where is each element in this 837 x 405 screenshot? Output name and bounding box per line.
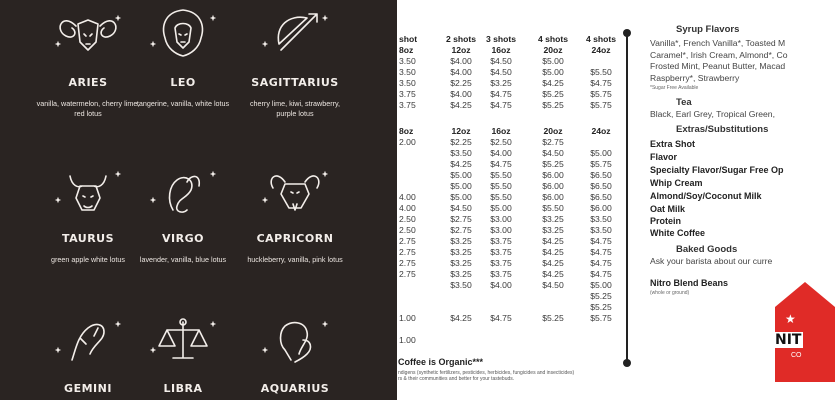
divider-dot-top <box>623 29 631 37</box>
zodiac-name: TAURUS <box>61 232 115 245</box>
column-header: 4 shots <box>537 34 569 44</box>
price-cell: $5.50 <box>490 170 512 180</box>
syrup-note: *Sugar Free Available <box>650 85 699 91</box>
price-cell: $4.75 <box>590 78 612 88</box>
zodiac-name: VIRGO <box>162 232 204 245</box>
price-cell: $5.00 <box>450 192 472 202</box>
price-cell: $4.75 <box>490 159 512 169</box>
zodiac-flavors: green apple white lotus <box>51 255 125 264</box>
extra-item: Specialty Flavor/Sugar Free Op <box>650 165 784 175</box>
price-cell: $3.75 <box>490 236 512 246</box>
extra-item: Almond/Soy/Coconut Milk <box>650 191 762 201</box>
price-cell <box>477 291 525 302</box>
tea-line: Black, Earl Grey, Tropical Green, <box>650 109 775 119</box>
price-cell: $3.50 <box>590 214 612 224</box>
price-cell: $4.00 <box>450 89 472 99</box>
tea-title: Tea <box>676 97 692 108</box>
price-cell: 1.00 <box>399 335 416 345</box>
zodiac-name: SAGITTARIUS <box>251 76 339 89</box>
zodiac-aquarius <box>229 310 361 405</box>
price-cell: $6.00 <box>590 203 612 213</box>
price-cell: $5.75 <box>590 313 612 323</box>
price-cell: $5.00 <box>590 280 612 290</box>
price-cell <box>477 302 525 313</box>
price-cell: $4.50 <box>450 203 472 213</box>
price-cell: 3.50 <box>399 78 416 88</box>
price-cell: $4.75 <box>590 247 612 257</box>
price-cell: $4.25 <box>542 78 564 88</box>
column-subheader: 24oz <box>591 126 611 136</box>
organic-note-2: rs & their communities and better for your tastebuds. <box>398 376 515 382</box>
price-cell <box>529 291 577 302</box>
price-column <box>399 34 425 346</box>
price-column <box>529 34 577 324</box>
price-cell: $6.50 <box>590 192 612 202</box>
organic-note-1: ndigens (synthetic fertilizers, pesticides, herbicides, fungicides and insecticides) <box>398 370 575 376</box>
price-cell: $6.00 <box>542 170 564 180</box>
extra-item: Flavor <box>650 152 678 162</box>
zodiac-flavors: tangerine, vanilla, white lotus <box>136 99 230 108</box>
price-cell: $5.50 <box>542 203 564 213</box>
price-cell: $3.00 <box>490 214 512 224</box>
zodiac-flavors: huckleberry, vanilla, pink lotus <box>247 255 343 264</box>
menu-panel <box>397 0 800 400</box>
zodiac-flavors: vanilla, watermelon, cherry lime, red lotus <box>36 99 140 118</box>
price-cell: 2.50 <box>399 214 416 224</box>
zodiac-flavors: cherry lime, kiwi, strawberry, purple lotus <box>249 99 341 118</box>
gemini-icon <box>48 310 128 368</box>
price-cell: $3.25 <box>542 225 564 235</box>
column-header: 24oz <box>591 45 611 55</box>
nitro-title: Nitro Blend Beans <box>650 278 729 288</box>
price-cell: $2.75 <box>450 214 472 224</box>
column-header: 16oz <box>491 45 511 55</box>
price-cell: $5.00 <box>590 148 612 158</box>
extra-item: Whip Cream <box>650 178 703 188</box>
star-icon: ★ <box>785 312 796 326</box>
price-cell: $5.25 <box>542 89 564 99</box>
lion-icon <box>143 4 223 62</box>
extra-item: Protein <box>650 216 682 226</box>
syrup-line-4: Raspberry*, Strawberry <box>650 72 740 83</box>
price-cell: $3.50 <box>590 225 612 235</box>
price-cell: $4.75 <box>590 258 612 268</box>
ram-icon <box>48 4 128 62</box>
price-cell: $3.25 <box>450 236 472 246</box>
price-column <box>477 34 525 324</box>
price-cell: 3.50 <box>399 67 416 77</box>
price-cell <box>529 302 577 313</box>
price-cell: $4.75 <box>490 313 512 323</box>
price-cell: $5.75 <box>590 159 612 169</box>
price-cell: $5.25 <box>542 313 564 323</box>
price-cell: $5.00 <box>450 170 472 180</box>
price-cell: $5.50 <box>590 67 612 77</box>
column-subheader: 8oz <box>399 126 414 136</box>
price-cell: $3.75 <box>490 258 512 268</box>
price-cell: $5.00 <box>450 181 472 191</box>
price-cell: $4.50 <box>490 56 512 66</box>
price-cell: $4.75 <box>590 269 612 279</box>
zodiac-name: LIBRA <box>163 382 203 395</box>
column-header: 4 shots <box>585 34 617 44</box>
price-cell: $2.75 <box>450 225 472 235</box>
price-cell: 2.50 <box>399 225 416 235</box>
price-cell: $4.25 <box>542 247 564 257</box>
price-cell: $4.00 <box>490 148 512 158</box>
price-cell: $4.25 <box>542 258 564 268</box>
column-header: 20oz <box>543 45 563 55</box>
price-cell: $3.50 <box>450 148 472 158</box>
syrup-line-2: Caramel*, Irish Cream, Almond*, Co <box>650 49 788 60</box>
price-cell: $5.00 <box>542 67 564 77</box>
price-cell: 4.00 <box>399 203 416 213</box>
price-cell: 2.75 <box>399 258 416 268</box>
zodiac-name: ARIES <box>68 76 108 89</box>
price-column <box>577 34 625 324</box>
price-cell: $4.50 <box>542 148 564 158</box>
zodiac-flavors: lavender, vanilla, blue lotus <box>139 255 227 264</box>
price-cell: $4.75 <box>490 100 512 110</box>
price-cell: $3.25 <box>450 258 472 268</box>
price-cell: $4.25 <box>542 236 564 246</box>
zodiac-panel <box>0 0 397 400</box>
syrup-line-3: Frosted Mint, Peanut Butter, Macad <box>650 61 786 71</box>
price-cell: 2.75 <box>399 236 416 246</box>
price-cell: $4.75 <box>490 89 512 99</box>
price-cell: $5.25 <box>542 100 564 110</box>
price-cell: $5.75 <box>590 100 612 110</box>
column-subheader: 20oz <box>543 126 563 136</box>
baked-line: Ask your barista about our curre <box>650 256 773 266</box>
nitro-logo <box>767 282 837 382</box>
column-subheader: 16oz <box>491 126 511 136</box>
price-cell <box>577 56 625 67</box>
goat-icon <box>255 160 335 218</box>
extra-item: Oat Milk <box>650 204 686 214</box>
price-cell: $5.50 <box>490 181 512 191</box>
price-cell: $4.50 <box>490 67 512 77</box>
price-cell <box>577 137 625 148</box>
price-cell: $3.75 <box>490 247 512 257</box>
scales-icon <box>143 310 223 368</box>
divider-dot-bottom <box>623 359 631 367</box>
column-header: shot <box>399 34 418 44</box>
column-subheader: 12oz <box>451 126 471 136</box>
price-cell: 2.75 <box>399 247 416 257</box>
price-cell: $4.25 <box>542 269 564 279</box>
price-cell: $3.50 <box>450 280 472 290</box>
price-cell: 3.75 <box>399 89 416 99</box>
baked-title: Baked Goods <box>676 244 738 255</box>
price-cell: $5.50 <box>490 192 512 202</box>
price-cell: $2.75 <box>542 137 564 147</box>
price-cell: $3.25 <box>542 214 564 224</box>
column-header: 8oz <box>399 45 414 55</box>
column-header: 2 shots <box>445 34 477 44</box>
extra-item: Extra Shot <box>650 139 696 149</box>
price-cell: $6.00 <box>542 192 564 202</box>
price-cell <box>399 159 425 170</box>
price-cell <box>399 302 425 313</box>
price-cell: $4.00 <box>450 56 472 66</box>
syrup-title: Syrup Flavors <box>676 24 740 35</box>
price-cell <box>399 181 425 192</box>
virgo-icon <box>143 160 223 218</box>
price-cell: $6.50 <box>590 181 612 191</box>
price-cell: $5.25 <box>590 291 612 301</box>
price-cell: $2.25 <box>450 78 472 88</box>
bull-icon <box>48 160 128 218</box>
price-cell: $4.50 <box>542 280 564 290</box>
price-cell: $4.75 <box>590 236 612 246</box>
logo-brand-text: NIT <box>775 332 802 348</box>
organic-title: Coffee is Organic*** <box>398 357 484 367</box>
divider-line <box>626 32 628 362</box>
price-cell: 4.00 <box>399 192 416 202</box>
price-cell: $2.50 <box>490 137 512 147</box>
column-header: 3 shots <box>485 34 517 44</box>
price-cell: 1.00 <box>399 313 416 323</box>
price-cell: $3.25 <box>450 247 472 257</box>
price-cell: $2.25 <box>450 137 472 147</box>
bow-arrow-icon <box>255 4 335 62</box>
price-cell: $5.25 <box>542 159 564 169</box>
price-cell: $6.00 <box>542 181 564 191</box>
price-cell: $4.25 <box>450 313 472 323</box>
price-cell <box>399 291 425 302</box>
price-cell: $3.00 <box>490 225 512 235</box>
nitro-note: (whole or ground) <box>650 290 690 296</box>
price-cell: 3.75 <box>399 100 416 110</box>
price-cell: $3.25 <box>490 78 512 88</box>
zodiac-sagittarius <box>229 4 361 119</box>
price-cell: 2.75 <box>399 269 416 279</box>
price-cell: $5.25 <box>590 302 612 312</box>
syrup-line-1: Vanilla*, French Vanilla*, Toasted M <box>650 38 786 48</box>
price-cell <box>399 324 425 335</box>
price-cell: $4.00 <box>450 67 472 77</box>
price-cell: $5.00 <box>490 203 512 213</box>
price-cell <box>399 148 425 159</box>
zodiac-name: AQUARIUS <box>260 382 330 395</box>
price-cell <box>399 170 425 181</box>
water-bearer-icon <box>255 310 335 368</box>
price-cell: $5.00 <box>542 56 564 66</box>
zodiac-name: GEMINI <box>64 382 112 395</box>
zodiac-name: LEO <box>170 76 196 89</box>
price-cell: $4.00 <box>490 280 512 290</box>
price-cell: $4.25 <box>450 159 472 169</box>
zodiac-name: CAPRICORN <box>256 232 334 245</box>
price-cell: $6.50 <box>590 170 612 180</box>
price-cell: $3.25 <box>450 269 472 279</box>
extras-title: Extras/Substitutions <box>676 124 769 135</box>
price-cell: $5.75 <box>590 89 612 99</box>
price-cell: 3.50 <box>399 56 416 66</box>
extra-item: White Coffee <box>650 228 705 238</box>
price-cell: $3.75 <box>490 269 512 279</box>
logo-sub-text: CO <box>791 352 802 359</box>
price-cell <box>399 280 425 291</box>
price-cell: $4.25 <box>450 100 472 110</box>
price-cell: 2.00 <box>399 137 416 147</box>
column-header: 12oz <box>451 45 471 55</box>
zodiac-capricorn <box>229 160 361 265</box>
